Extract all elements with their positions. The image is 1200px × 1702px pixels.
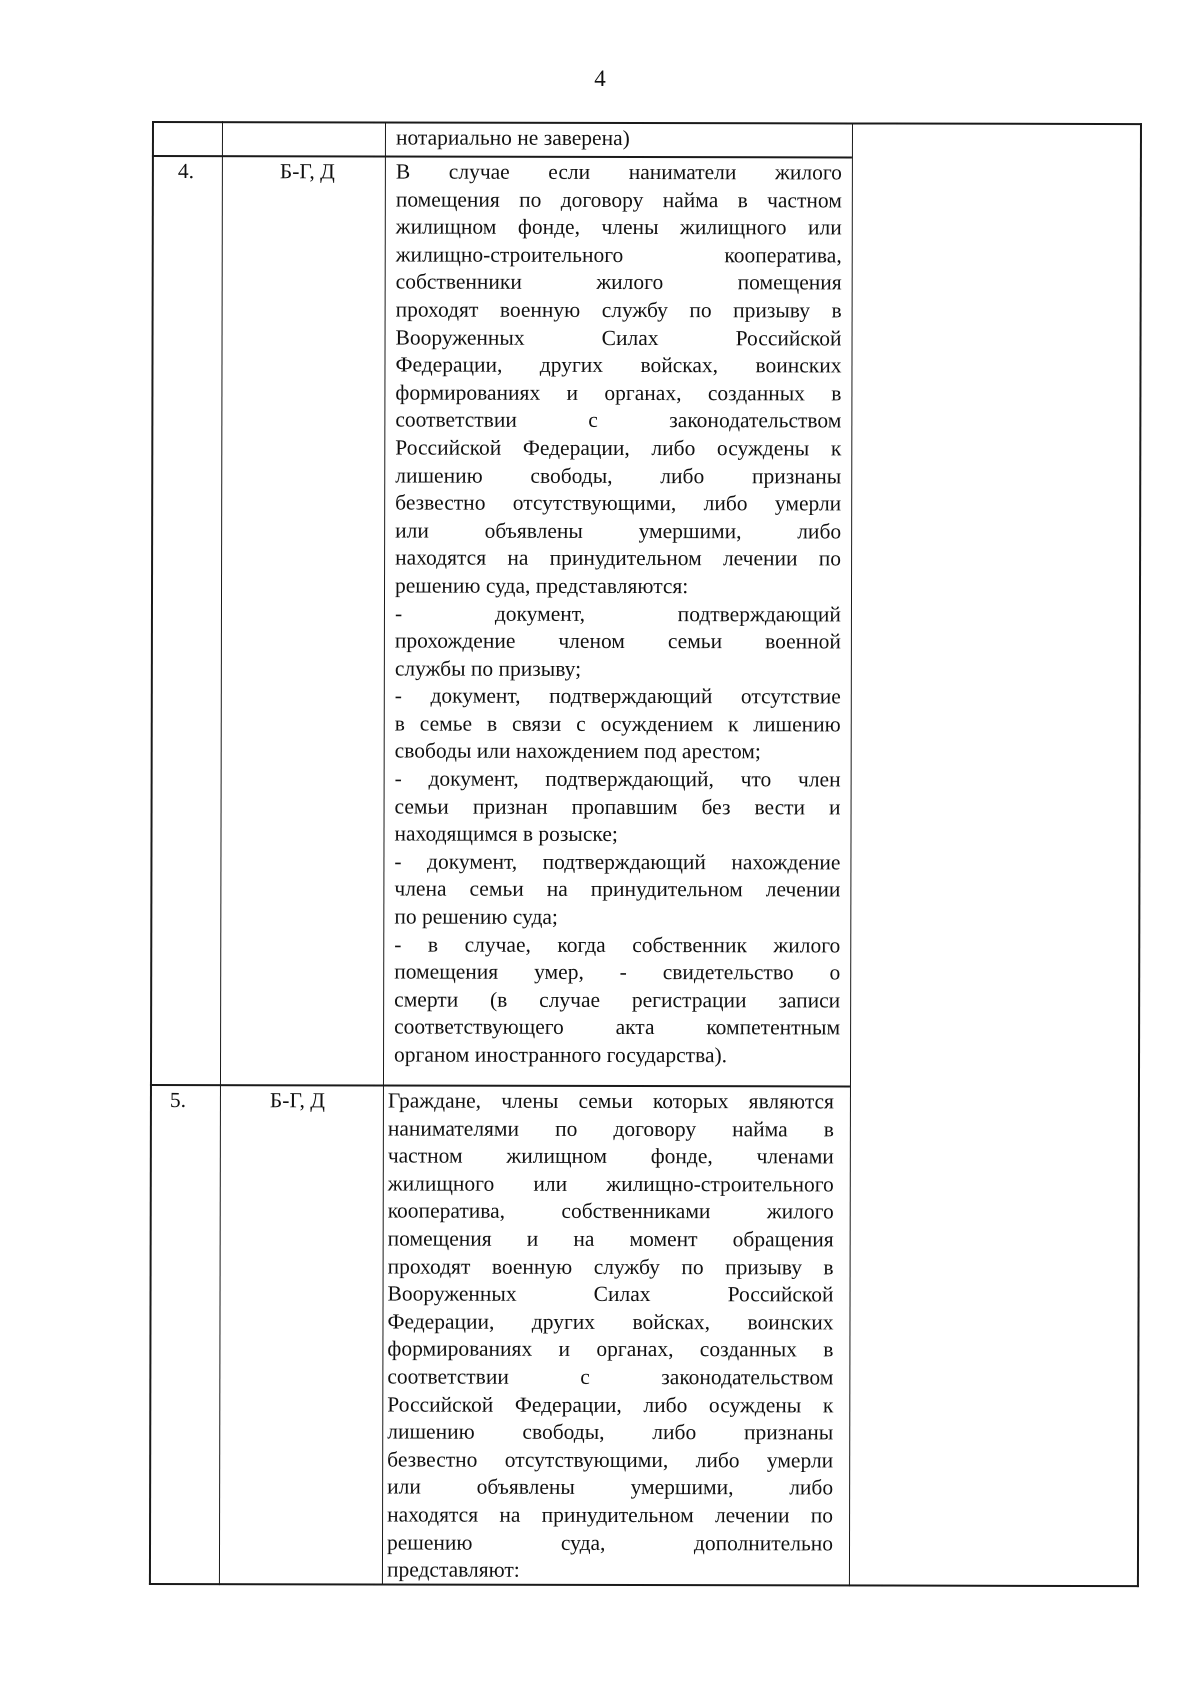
description-line: помещения по договору найма в частном: [395, 187, 842, 213]
description-line: Российской Федерации, либо осуждены к: [387, 1392, 834, 1417]
table-border-top-right: [852, 122, 1142, 124]
row-4-description: [394, 159, 842, 1071]
description-line: лишению свободы, либо признаны: [395, 463, 842, 488]
description-line: проходят военную службу по призыву в: [387, 1254, 834, 1279]
description-line: жилищного или жилищно-строительного: [387, 1171, 834, 1197]
row-4-number: 4.: [177, 159, 195, 184]
description-line: В случае если наниматели жилого: [395, 159, 842, 185]
table-border-right: [1137, 123, 1142, 1587]
description-line: или объявлены умершими, либо: [395, 518, 842, 544]
row-4-category: Б-Г, Д: [279, 159, 335, 184]
description-line: нанимателями по договору найма в: [387, 1116, 834, 1142]
column-divider-1: [219, 121, 223, 1585]
description-line: Федерации, других войсках, воинских: [395, 352, 842, 378]
description-line: - в случае, когда собственник жилого: [394, 932, 841, 958]
description-line: - документ, подтверждающий отсутствие: [394, 683, 841, 709]
description-line: находятся на принудительном лечении по: [387, 1502, 834, 1528]
continued-text: нотариально не заверена): [395, 125, 630, 151]
description-line: помещения умер, - свидетельство о: [394, 959, 841, 985]
page-number: 4: [594, 66, 606, 91]
description-line: прохождение членом семьи военной: [394, 628, 841, 654]
description-line: безвестно отсутствующими, либо умерли: [395, 490, 842, 516]
table-border-left: [149, 121, 154, 1585]
description-line: находящимся в розыске;: [394, 821, 618, 847]
description-line: в семье в связи с осуждением к лишению: [394, 711, 841, 737]
description-line: формированиях и органах, созданных в: [395, 380, 842, 406]
description-line: службы по призыву;: [394, 656, 582, 681]
row-separator-1: [152, 155, 852, 158]
description-line: семьи признан пропавшим без вести и: [394, 794, 841, 820]
description-line: соответствии с законодательством: [395, 407, 842, 433]
description-line: представляют:: [386, 1557, 520, 1582]
row-separator-2: [150, 1084, 850, 1087]
description-line: по решению суда;: [394, 904, 558, 929]
description-line: свободы или нахождением под арестом;: [394, 738, 761, 764]
description-line: лишению свободы, либо признаны: [387, 1419, 834, 1445]
row-5-description: [387, 1087, 834, 1585]
column-divider-2: [382, 121, 386, 1585]
description-line: соответствии с законодательством: [387, 1364, 834, 1390]
description-line: соответствующего акта компетентным: [394, 1014, 841, 1040]
description-line: - документ, подтверждающий, что член: [394, 766, 841, 792]
description-line: кооператива, собственниками жилого: [387, 1198, 834, 1224]
description-line: органом иностранного государства).: [394, 1042, 728, 1068]
description-line: безвестно отсутствующими, либо умерли: [387, 1447, 834, 1473]
row-5-category: Б-Г, Д: [269, 1088, 325, 1113]
description-line: - документ, подтверждающий нахождение: [394, 849, 841, 875]
description-line: Вооруженных Силах Российской: [387, 1281, 834, 1307]
description-line: члена семьи на принудительном лечении: [394, 876, 841, 902]
description-line: частном жилищном фонде, членами: [387, 1143, 834, 1169]
description-line: находятся на принудительном лечении по: [395, 545, 842, 571]
column-divider-3: [849, 122, 853, 1586]
table-border-top: [152, 121, 852, 124]
document-table: [149, 121, 1142, 1589]
description-line: формированиях и органах, созданных в: [387, 1336, 834, 1362]
description-line: жилищном фонде, члены жилищного или: [395, 214, 842, 240]
description-line: собственники жилого помещения: [395, 269, 842, 295]
description-line: решению суда, дополнительно: [386, 1529, 834, 1555]
description-line: Граждане, члены семьи которых являются: [387, 1088, 834, 1114]
description-line: Вооруженных Силах Российской: [395, 325, 842, 351]
description-line: смерти (в случае регистрации записи: [394, 987, 841, 1013]
description-line: Федерации, других войсках, воинских: [387, 1309, 834, 1335]
row-5-number: 5.: [169, 1088, 187, 1113]
description-line: - документ, подтверждающий: [394, 601, 841, 626]
description-line: или объявлены умершими, либо: [387, 1474, 834, 1500]
description-line: решению суда, представляются:: [395, 573, 689, 599]
description-line: помещения и на момент обращения: [387, 1226, 834, 1252]
description-line: Российской Федерации, либо осуждены к: [395, 435, 842, 461]
description-line: проходят военную службу по призыву в: [395, 297, 842, 323]
description-line: жилищно-строительного кооператива,: [395, 242, 842, 268]
